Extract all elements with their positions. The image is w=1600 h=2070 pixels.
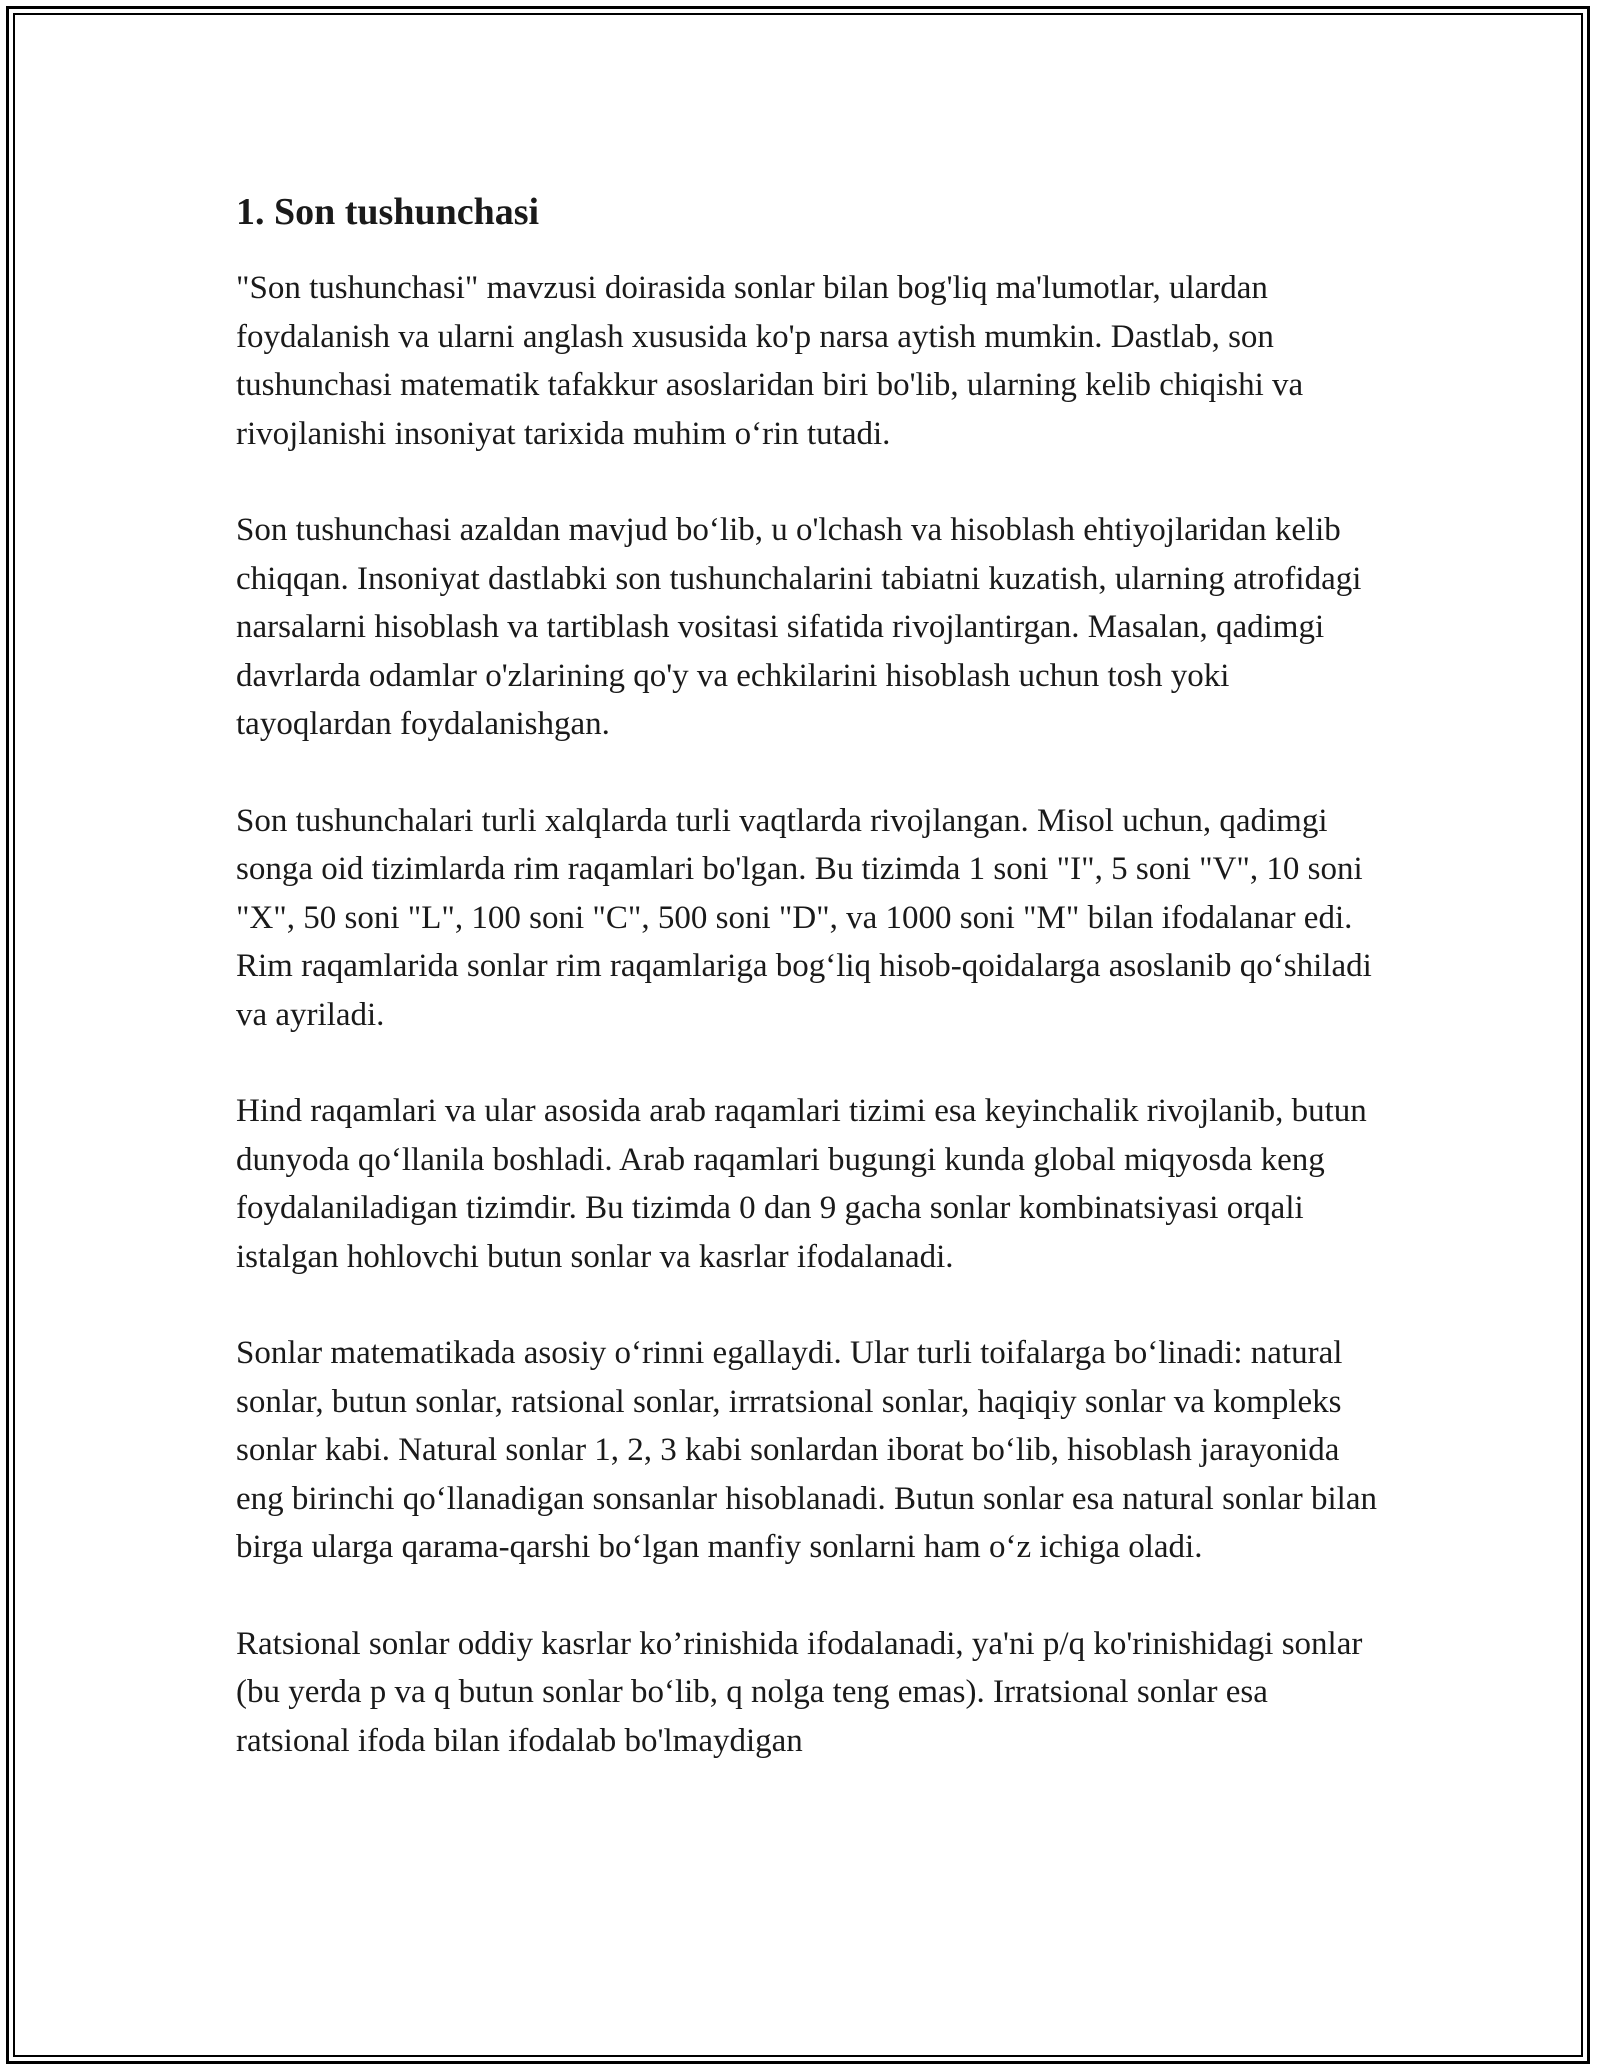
- paragraph-2: Son tushunchasi azaldan mavjud bo‘lib, u o'lchash va hisoblash ehtiyojlaridan kelib chiqqan. Insoniyat dastlabki son tushunchalarini tabiatni kuzatish, ularning atrofidagi narsalarni hisoblash va tartiblash vositasi sifatida rivojlantirgan. Masalan, qadimgi davrlarda odamlar o'zlarining qo'y va echkilarini hisoblash uchun tosh yoki tayoqlardan foydalanishgan.: [236, 512, 1362, 742]
- paragraph-4: Hind raqamlari va ular asosida arab raqamlari tizimi esa keyinchalik rivojlanib, butun dunyoda qo‘llanila boshladi. Arab raqamlari bugungi kunda global miqyosda keng foydalaniladigan tizimdir. Bu tizimda 0 dan 9 gacha sonlar kombinatsiyasi orqali istalgan hohlovchi butun sonlar va kasrlar ifodalanadi.: [236, 1093, 1367, 1275]
- paragraph-6: Ratsional sonlar oddiy kasrlar ko’rinishida ifodalanadi, ya'ni p/q ko'rinishidagi sonlar (bu yerda p va q butun sonlar bo‘lib, q nolga teng emas). Irratsional sonlar esa ratsional ifoda bilan ifodalab bo'lmaydigan: [236, 1625, 1363, 1759]
- paragraph-1: "Son tushunchasi" mavzusi doirasida sonlar bilan bog'liq ma'lumotlar, ulardan foydalanish va ularni anglash xususida ko'p narsa aytish mumkin. Dastlab, son tushunchasi matematik tafakkur asoslaridan biri bo'lib, ularning kelib chiqishi va rivojlanishi insoniyat tarixida muhim o‘rin tutadi.: [236, 270, 1304, 452]
- paragraph-5: Sonlar matematikada asosiy o‘rinni egallaydi. Ular turli toifalarga bo‘linadi: natural sonlar, butun sonlar, ratsional sonlar, irrratsional sonlar, haqiqiy sonlar va kompleks sonlar kabi. Natural sonlar 1, 2, 3 kabi sonlardan iborat bo‘lib, hisoblash jarayonida eng birinchi qo‘llanadigan sonsanlar hisoblanadi. Butun sonlar esa natural sonlar bilan birga ularga qarama-qarshi bo‘lgan manfiy sonlarni ham o‘z ichiga oladi.: [236, 1335, 1377, 1565]
- document-body: [236, 188, 1381, 1813]
- section-heading: 1. Son tushunchasi: [236, 191, 540, 233]
- paragraph-3: Son tushunchalari turli xalqlarda turli vaqtlarda rivojlangan. Misol uchun, qadimgi songa oid tizimlarda rim raqamlari bo'lgan. Bu tizimda 1 soni "I", 5 soni "V", 10 soni "X", 50 soni "L", 100 soni "C", 500 soni "D", va 1000 soni "M" bilan ifodalanar edi. Rim raqamlarida sonlar rim raqamlariga bog‘liq hisob-qoidalarga asoslanib qo‘shiladi va ayriladi.: [236, 802, 1372, 1033]
